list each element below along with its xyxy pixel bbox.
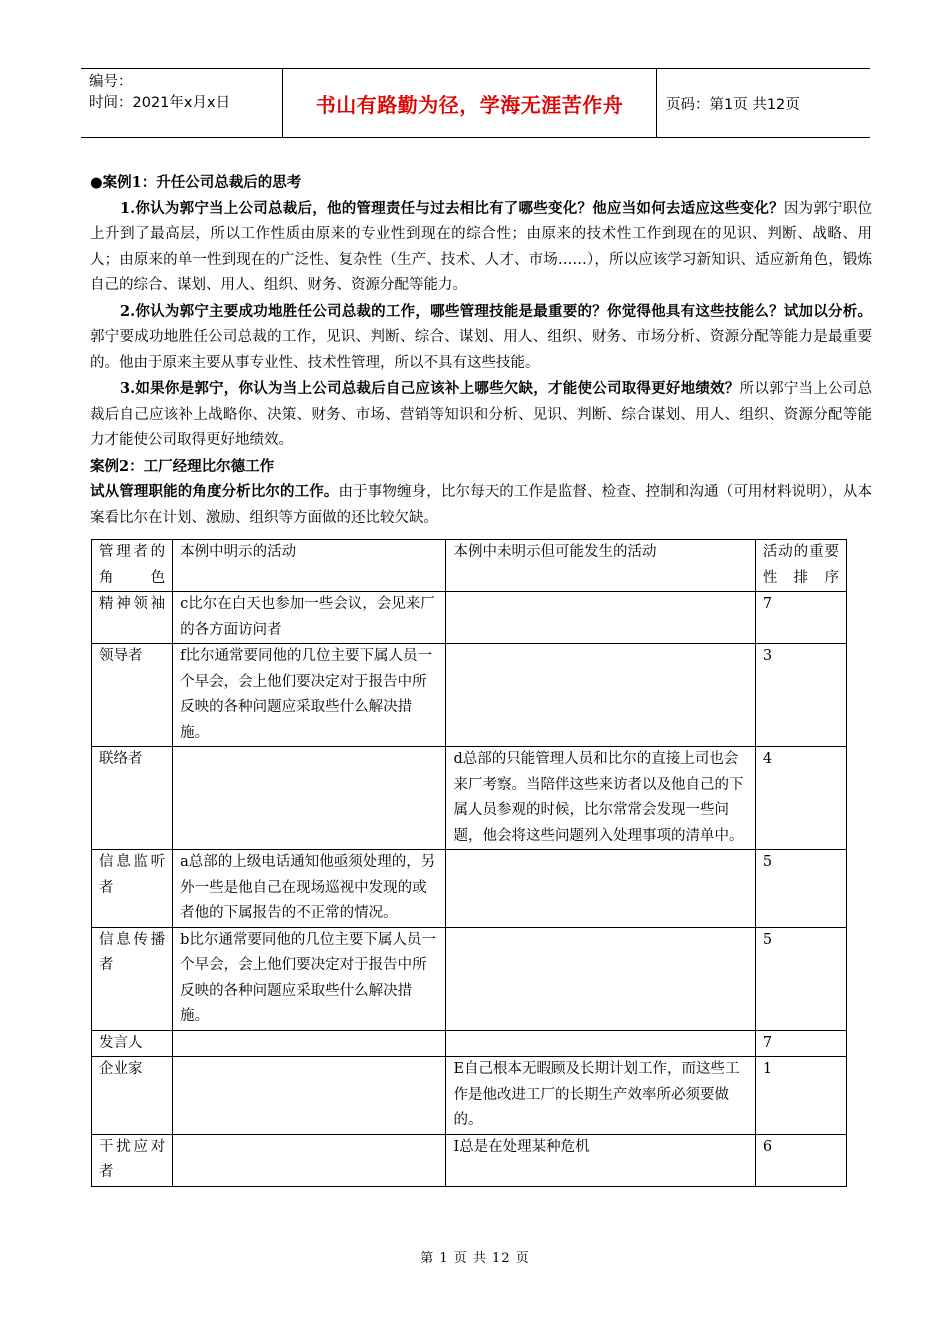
role-cell: 企业家: [92, 1057, 173, 1135]
page-header: [81, 68, 870, 138]
implicit-cell: I总是在处理某种危机: [446, 1134, 755, 1186]
explicit-cell: [173, 1057, 446, 1135]
implicit-cell: [446, 592, 755, 644]
explicit-cell: [173, 1030, 446, 1057]
rank-cell: 3: [755, 644, 846, 747]
rank-cell: 7: [755, 1030, 846, 1057]
rank-cell: 7: [755, 592, 846, 644]
rank-cell: 1: [755, 1057, 846, 1135]
role-cell: 领导者: [92, 644, 173, 747]
header-info: [81, 69, 283, 137]
table-header-row: [92, 540, 847, 592]
table-row: [92, 1030, 847, 1057]
explicit-cell: c比尔在白天也参加一些会议，会见来厂的各方面访问者: [173, 592, 446, 644]
role-cell: 精神领袖: [92, 592, 173, 644]
case1-a3: 所以郭宁当上公司总裁后自己应该补上战略你、决策、财务、市场、营销等知识和分析、见识、判断、综合谋划、用人、组织、资源分配等能力才能使公司取得更好地绩效。: [90, 381, 873, 448]
case1-a2: 郭宁要成功地胜任公司总裁的工作，见识、判断、综合、谋划、用人、组织、财务、市场分析、资源分配等能力是最重要的。他由于原来主要从事专业性、技术性管理，所以不具有这些技能。: [90, 329, 872, 371]
role-cell: 干扰应对者: [92, 1134, 173, 1186]
header-page: 页码：第1页 共12页: [666, 96, 800, 113]
role-cell: 联络者: [92, 747, 173, 850]
role-cell: 发言人: [92, 1030, 173, 1057]
explicit-cell: f比尔通常要同他的几位主要下属人员一个早会，会上他们要决定对于报告中所反映的各种问题应采取些什么解决措施。: [173, 644, 446, 747]
case1-q3: 3.如果你是郭宁，你认为当上公司总裁后自己应该补上哪些欠缺，才能使公司取得更好地绩效？: [120, 380, 740, 397]
explicit-cell: [173, 1134, 446, 1186]
implicit-cell: d总部的只能管理人员和比尔的直接上司也会来厂考察。当陪伴这些来访者以及他自己的下属人员参观的时候，比尔常常会发现一些问题，他会将这些问题列入处理事项的清单中。: [446, 747, 755, 850]
role-cell: 信息监听者: [92, 850, 173, 928]
header-rank: 活动的重要性排序: [755, 540, 846, 592]
table-row: [92, 927, 847, 1030]
header-role: 管理者的角色: [92, 540, 173, 592]
case1-q2-paragraph: [90, 299, 872, 377]
header-explicit: 本例中明示的活动: [173, 540, 446, 592]
implicit-cell: [446, 850, 755, 928]
role-cell: 信息传播者: [92, 927, 173, 1030]
case1-q1: 1.你认为郭宁当上公司总裁后，他的管理责任与过去相比有了哪些变化？他应当如何去适应这些变化？: [120, 199, 784, 217]
case1-q3-paragraph: [90, 376, 872, 454]
explicit-cell: [173, 747, 446, 850]
page-footer: 第 1 页 共 12 页: [420, 1251, 530, 1266]
case1-q2: 2.你认为郭宁主要成功地胜任公司总裁的工作，哪些管理技能是最重要的？你觉得他具有这些技能么？试加以分析。: [120, 302, 872, 320]
case1-q1-paragraph: [90, 196, 872, 299]
case1-a1: 因为郭宁职位上升到了最高层，所以工作性质由原来的专业性到现在的综合性；由原来的技术性工作到现在的见识、判断、战略、用人；由原来的单一性到现在的广泛性、复杂性（生产、技术、人才、市场……），所以应该学习新知识、适应新角色，锻炼自己的综合、谋划、用人、组织、财务、资源分配等能力。: [90, 200, 872, 293]
document-body: [90, 170, 872, 531]
rank-cell: 5: [755, 850, 846, 928]
header-time: 时间：2021年x月x日: [89, 95, 231, 111]
explicit-cell: b比尔通常要同他的几位主要下属人员一个早会，会上他们要决定对于报告中所反映的各种问题应采取些什么解决措施。: [173, 927, 446, 1030]
table-row: [92, 1057, 847, 1135]
case2-question: 试从管理职能的角度分析比尔的工作。: [90, 483, 339, 500]
case2-answer: 由于事物缠身，比尔每天的工作是监督、检查、控制和沟通（可用材料说明），从本案看比尔在计划、激励、组织等方面做的还比较欠缺。: [90, 484, 873, 526]
implicit-cell: [446, 1030, 755, 1057]
implicit-cell: [446, 927, 755, 1030]
rank-cell: 5: [755, 927, 846, 1030]
table-row: [92, 592, 847, 644]
header-motto: 书山有路勤为径，学海无涯苦作舟: [283, 69, 657, 137]
table-row: [92, 747, 847, 850]
table-row: [92, 644, 847, 747]
rank-cell: 6: [755, 1134, 846, 1186]
case2-title: 案例2：工厂经理比尔德工作: [90, 457, 275, 475]
rank-cell: 4: [755, 747, 846, 850]
explicit-cell: a总部的上级电话通知他亟须处理的，另外一些是他自己在现场巡视中发现的或者他的下属报告的不正常的情况。: [173, 850, 446, 928]
implicit-cell: [446, 644, 755, 747]
header-number: 编号：: [89, 74, 133, 90]
header-implicit: 本例中未明示但可能发生的活动: [446, 540, 755, 592]
case1-title: ●案例1：升任公司总裁后的思考: [90, 174, 302, 191]
case2-paragraph: [90, 479, 872, 531]
table-row: [92, 850, 847, 928]
table-row: [92, 1134, 847, 1186]
roles-table: [91, 539, 847, 1187]
implicit-cell: E自己根本无暇顾及长期计划工作，而这些工作是他改进工厂的长期生产效率所必须要做的。: [446, 1057, 755, 1135]
